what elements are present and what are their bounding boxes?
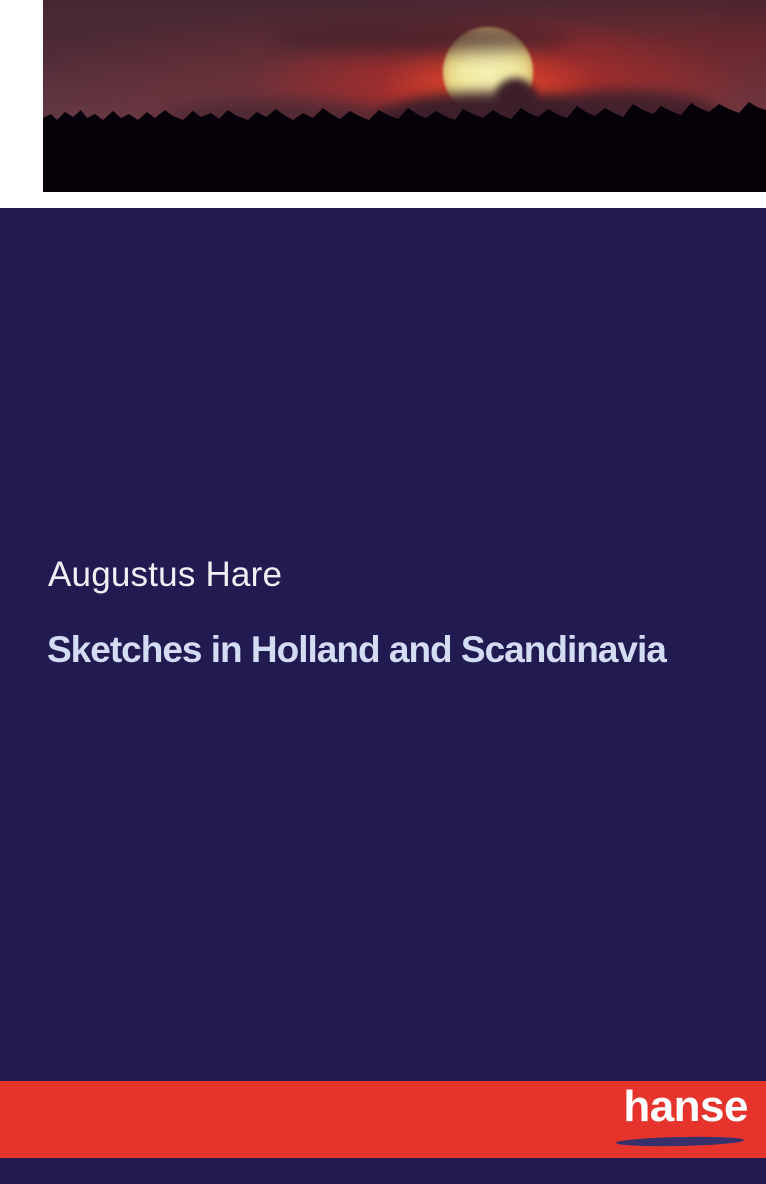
book-title: Sketches in Holland and Scandinavia [47,629,666,670]
cover-background-panel [0,208,766,1184]
sunset-over-treeline-photo [43,0,766,192]
publisher-logo [608,1081,748,1158]
publisher-band [0,1081,766,1158]
author-name: Augustus Hare [48,555,283,594]
treeline-silhouette-icon [43,96,766,192]
publisher-logo-text: hanse [623,1082,748,1131]
logo-swoosh-icon [616,1136,744,1148]
cloud-shape [273,24,573,52]
